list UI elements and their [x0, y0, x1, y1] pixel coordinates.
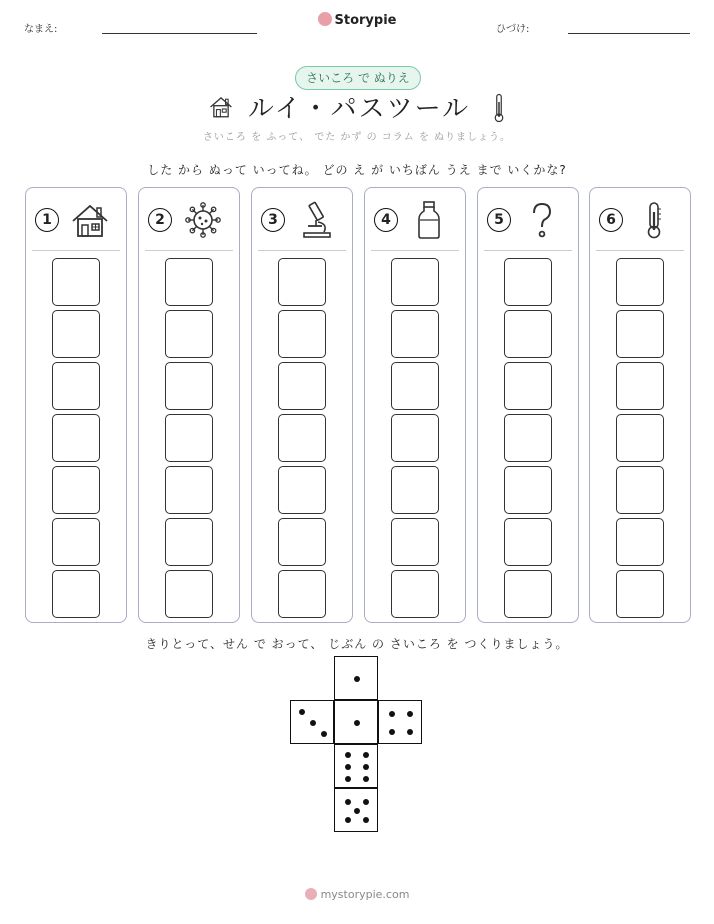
coloring-box[interactable] — [278, 414, 326, 462]
date-label: ひづけ: — [496, 24, 530, 35]
coloring-box[interactable] — [52, 466, 100, 514]
column-divider — [32, 250, 120, 251]
house-icon — [208, 94, 234, 120]
die-pip — [407, 711, 413, 717]
column-divider — [596, 250, 684, 251]
coloring-box[interactable] — [391, 570, 439, 618]
coloring-box[interactable] — [278, 258, 326, 306]
coloring-box[interactable] — [278, 310, 326, 358]
thermometer-icon — [634, 200, 674, 240]
dice-column-4 — [364, 187, 466, 623]
brand-name: Storypie — [334, 13, 397, 28]
coloring-box[interactable] — [165, 518, 213, 566]
die-pip — [389, 729, 395, 735]
name-line — [102, 33, 257, 34]
coloring-box[interactable] — [391, 414, 439, 462]
cutout-instruction: きりとって、せん で おって、 じぶん の さいころ を つくりましょう。 — [145, 637, 569, 651]
die-pip — [299, 709, 305, 715]
coloring-box[interactable] — [52, 518, 100, 566]
column-number: 6 — [599, 208, 623, 232]
column-number: 2 — [148, 208, 172, 232]
column-number: 4 — [374, 208, 398, 232]
column-divider — [258, 250, 346, 251]
die-pip — [310, 720, 316, 726]
coloring-box[interactable] — [391, 466, 439, 514]
column-number: 5 — [487, 208, 511, 232]
coloring-box[interactable] — [616, 310, 664, 358]
coloring-box[interactable] — [616, 362, 664, 410]
coloring-box[interactable] — [52, 414, 100, 462]
footer-url: mystorypie.com — [320, 888, 410, 901]
coloring-box[interactable] — [391, 258, 439, 306]
coloring-box[interactable] — [616, 518, 664, 566]
subtitle: さいころ を ふって、 でた かず の コラム を ぬりましょう。 — [202, 132, 512, 143]
coloring-box[interactable] — [504, 518, 552, 566]
die-face-1 — [334, 656, 378, 700]
coloring-box[interactable] — [165, 466, 213, 514]
coloring-box[interactable] — [165, 310, 213, 358]
title-text: ルイ・パスツール — [247, 94, 471, 124]
die-pip — [363, 752, 369, 758]
dice-column-2 — [138, 187, 240, 623]
die-pip — [389, 711, 395, 717]
coloring-box[interactable] — [165, 258, 213, 306]
die-pip — [345, 817, 351, 823]
die-pip — [363, 764, 369, 770]
brand-logo — [0, 12, 714, 28]
dice-column-6 — [589, 187, 691, 623]
microscope-icon — [296, 200, 336, 240]
thermometer-icon — [492, 93, 506, 123]
die-pip — [354, 720, 360, 726]
coloring-box[interactable] — [616, 466, 664, 514]
die-pip — [345, 752, 351, 758]
page-title — [0, 88, 714, 125]
coloring-box[interactable] — [391, 310, 439, 358]
coloring-box[interactable] — [504, 258, 552, 306]
die-pip — [363, 776, 369, 782]
footer — [0, 888, 714, 901]
date-line — [568, 33, 690, 34]
column-number: 3 — [261, 208, 285, 232]
coloring-box[interactable] — [278, 518, 326, 566]
activity-pill: さいころ で ぬりえ — [295, 66, 421, 90]
coloring-box[interactable] — [165, 414, 213, 462]
column-divider — [145, 250, 233, 251]
dice-column-5 — [477, 187, 579, 623]
house-icon — [70, 200, 110, 240]
coloring-box[interactable] — [616, 570, 664, 618]
coloring-box[interactable] — [391, 362, 439, 410]
die-pip — [354, 808, 360, 814]
coloring-box[interactable] — [504, 570, 552, 618]
die-pip — [345, 776, 351, 782]
virus-icon — [183, 200, 223, 240]
die-face-4 — [378, 700, 422, 744]
bear-logo-icon — [305, 888, 317, 900]
die-pip — [407, 729, 413, 735]
bear-logo-icon — [318, 12, 332, 26]
die-face-6 — [334, 744, 378, 788]
coloring-box[interactable] — [165, 570, 213, 618]
coloring-box[interactable] — [52, 362, 100, 410]
coloring-box[interactable] — [616, 258, 664, 306]
dice-column-3 — [251, 187, 353, 623]
column-divider — [371, 250, 459, 251]
die-pip — [363, 817, 369, 823]
coloring-box[interactable] — [165, 362, 213, 410]
coloring-box[interactable] — [52, 310, 100, 358]
milk-bottle-icon — [409, 200, 449, 240]
column-divider — [484, 250, 572, 251]
coloring-box[interactable] — [278, 362, 326, 410]
coloring-box[interactable] — [504, 310, 552, 358]
coloring-box[interactable] — [278, 570, 326, 618]
die-face-1 — [334, 700, 378, 744]
dice-column-1 — [25, 187, 127, 623]
coloring-box[interactable] — [616, 414, 664, 462]
coloring-box[interactable] — [52, 570, 100, 618]
coloring-box[interactable] — [391, 518, 439, 566]
coloring-box[interactable] — [504, 362, 552, 410]
die-pip — [345, 799, 351, 805]
coloring-box[interactable] — [504, 466, 552, 514]
name-label: なまえ: — [24, 24, 58, 35]
column-number: 1 — [35, 208, 59, 232]
coloring-box[interactable] — [504, 414, 552, 462]
die-pip — [345, 764, 351, 770]
die-face-5 — [334, 788, 378, 832]
question-mark-icon — [522, 200, 562, 240]
die-pip — [354, 676, 360, 682]
die-pip — [321, 731, 327, 737]
die-face-3 — [290, 700, 334, 744]
die-pip — [363, 799, 369, 805]
coloring-box[interactable] — [278, 466, 326, 514]
instruction: した から ぬって いってね。 どの え が いちばん うえ まで いくかな? — [147, 163, 567, 177]
coloring-box[interactable] — [52, 258, 100, 306]
